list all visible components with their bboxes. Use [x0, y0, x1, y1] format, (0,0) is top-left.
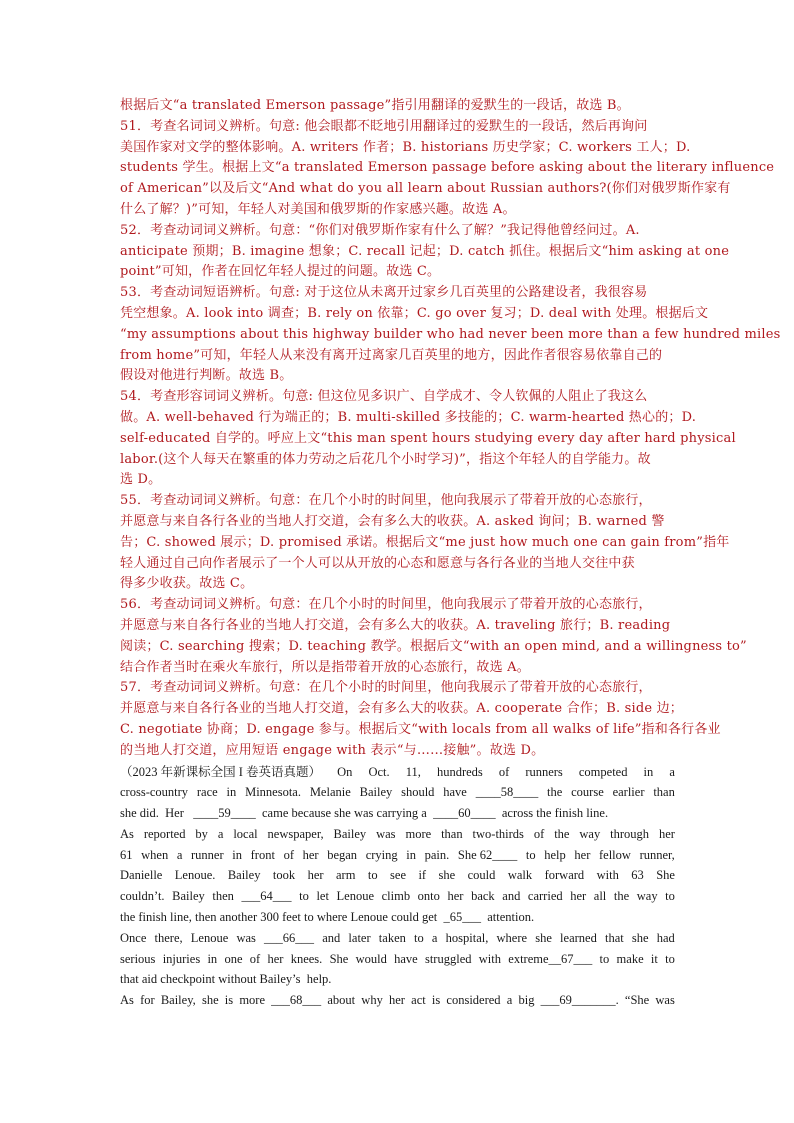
- text-line: [120, 949, 675, 970]
- text-line: [120, 158, 775, 179]
- text-segment: 51．考查名词词义辨析。句意: 他会眼都不眨地引用翻译过的爱默生的一段话，然后再询问: [120, 118, 648, 134]
- text-line: [120, 242, 730, 263]
- text-line: [120, 595, 675, 616]
- text-segment: of: [283, 847, 294, 862]
- text-segment: C. negotiate 协商；D. engage 参与。根据后文“with locals from all walks of life”指和各行各业: [120, 721, 721, 737]
- text-segment: the: [547, 785, 563, 800]
- text-segment: ___66___: [264, 930, 315, 945]
- text-segment: why: [361, 993, 383, 1008]
- text-segment: arm: [335, 868, 356, 883]
- text-segment: 61: [120, 847, 133, 862]
- text-segment: could: [467, 868, 496, 883]
- text-line: [120, 782, 675, 803]
- text-segment: in: [643, 764, 654, 779]
- text-segment: is: [431, 993, 441, 1008]
- text-segment: of: [498, 764, 510, 779]
- text-segment: race: [196, 785, 218, 800]
- text-segment: couldn’t.: [120, 889, 165, 904]
- text-segment: crying: [365, 847, 398, 862]
- text-segment: she did. Her ____59____ came because she was carrying a ____60____ across the finish line.: [120, 806, 609, 821]
- text-line: [120, 179, 731, 200]
- text-segment: Lenoue: [336, 889, 375, 904]
- text-segment: She 62____: [457, 847, 518, 862]
- text-segment: her: [570, 889, 587, 904]
- text-segment: earlier: [612, 785, 645, 800]
- text-segment: have: [443, 785, 467, 800]
- text-segment: ____58____: [475, 785, 539, 800]
- text-segment: was: [376, 826, 396, 841]
- text-segment: and: [322, 930, 341, 945]
- text-segment: of: [249, 951, 261, 966]
- text-segment: was: [655, 993, 675, 1008]
- text-segment: She: [329, 951, 349, 966]
- text-segment: to: [665, 889, 675, 904]
- text-segment: 的当地人打交道，应用短语 engage with 表示“与……接触”。故选 D。: [120, 742, 545, 758]
- text-segment: 根据后文“a translated Emerson passage”指引用翻译的爱默生的一段话，故选 B。: [120, 98, 630, 113]
- text-line: [120, 865, 675, 886]
- text-segment: in: [232, 847, 242, 862]
- text-segment: a: [431, 930, 438, 945]
- text-line: [120, 450, 675, 471]
- text-segment: “She: [624, 993, 650, 1008]
- text-line: [120, 470, 675, 491]
- text-segment: runners: [525, 764, 563, 779]
- text-segment: let: [316, 889, 329, 904]
- text-segment: her: [307, 868, 324, 883]
- text-segment: labor.(这个人每天在繁重的体力劳动之后花几个小时学习)”，指这个年轻人的自学能力。故: [120, 451, 651, 467]
- document-body: [120, 96, 781, 1011]
- text-segment: make: [616, 951, 644, 966]
- text-segment: pain.: [424, 847, 450, 862]
- text-segment: Minnesota.: [245, 785, 301, 800]
- text-segment: runner,: [639, 847, 675, 862]
- text-segment: with: [478, 951, 501, 966]
- text-segment: to: [665, 951, 675, 966]
- text-segment: local: [233, 826, 258, 841]
- text-segment: to: [599, 951, 610, 966]
- text-line: [120, 387, 675, 408]
- text-segment: 阅读；C. searching 搜索；D. teaching 教学。根据后文“with an open mind, and a willingness to”: [120, 638, 747, 654]
- text-segment: competed: [578, 764, 628, 779]
- text-segment: 并愿意与来自各行各业的当地人打交道，会有多么大的收获。A. asked 询问；B. warned 警: [120, 513, 665, 529]
- text-segment: extreme__67___: [508, 951, 593, 966]
- text-line: [120, 346, 675, 367]
- text-line: [120, 824, 675, 845]
- text-segment: to: [367, 868, 378, 883]
- text-segment: 52．考查动词词义辨析。句意：“你们对俄罗斯作家有什么了解？”我记得他曾经问过。A.: [120, 222, 640, 238]
- text-segment: back: [471, 889, 495, 904]
- text-line: [120, 408, 697, 429]
- text-segment: injuries: [162, 951, 201, 966]
- text-segment: 55．考查动词词义辨析。句意：在几个小时的时间里，他向我展示了带着开放的心态旅行，: [120, 493, 652, 509]
- text-segment: taken: [378, 930, 406, 945]
- text-segment: serious: [120, 951, 156, 966]
- text-segment: more: [405, 826, 432, 841]
- text-segment: considered: [446, 993, 501, 1008]
- text-segment: anticipate 预期；B. imagine 想象；C. recall 记起；D. catch 抓住。根据后文“him asking at one: [120, 243, 730, 259]
- text-segment: 告；C. showed 展示；D. promised 承诺。根据后文“me just how much one can gain from”指年: [120, 534, 730, 550]
- text-line: [120, 699, 684, 720]
- text-segment: in: [226, 785, 237, 800]
- text-segment: she: [201, 993, 219, 1008]
- text-line: [120, 658, 675, 679]
- text-segment: should: [401, 785, 435, 800]
- text-segment: that aid checkpoint without Bailey’s help.: [120, 972, 332, 987]
- text-segment: forward: [544, 868, 585, 883]
- text-segment: 轻人通过自己向作者展示了一个人可以从开放的心态和愿意与各行各业的当地人交往中获: [120, 555, 635, 571]
- text-segment: Oct.: [368, 764, 390, 779]
- text-segment: the: [554, 826, 570, 841]
- text-line: [120, 366, 675, 387]
- text-segment: 假设对他进行判断。故选 B。: [120, 368, 293, 384]
- text-segment: with: [596, 868, 619, 883]
- text-segment: ___68___: [271, 993, 322, 1008]
- text-segment: cross-country: [120, 785, 189, 800]
- text-segment: As: [120, 993, 134, 1008]
- text-line: [120, 554, 675, 575]
- text-segment: had: [656, 930, 675, 945]
- text-line: [120, 262, 675, 283]
- text-segment: 做。A. well-behaved 行为端正的；B. multi-skilled 多技能的；C. warm-hearted 热心的；D.: [120, 409, 697, 425]
- text-line: [120, 678, 675, 699]
- text-line: [120, 283, 675, 304]
- text-segment: front: [250, 847, 275, 862]
- text-segment: was: [236, 930, 256, 945]
- text-line: [120, 886, 675, 907]
- text-segment: self-educated 自学的。呼应上文“this man spent hours studying every day after hard physical: [120, 430, 736, 446]
- text-segment: As: [120, 826, 134, 841]
- text-segment: 56．考查动词词义辨析。句意：在几个小时的时间里，他向我展示了带着开放的心态旅行，: [120, 597, 652, 613]
- text-segment: of: [533, 826, 545, 841]
- text-line: [120, 969, 675, 990]
- text-line: [120, 845, 675, 866]
- text-segment: the finish line, then another 300 feet to where Lenoue could get _65___ attention.: [120, 910, 535, 925]
- text-segment: Bailey: [227, 868, 261, 883]
- text-segment: than: [653, 785, 675, 800]
- text-segment: through: [610, 826, 650, 841]
- text-segment: 什么了解？)”可知，年轻人对美国和俄罗斯的作家感兴趣。故选 A。: [120, 201, 516, 217]
- text-segment: than: [441, 826, 463, 841]
- text-segment: a: [669, 764, 675, 779]
- text-segment: “my assumptions about this highway builder who had never been more than a few hundred miles: [120, 326, 781, 342]
- text-segment: her: [658, 826, 675, 841]
- text-segment: for: [140, 993, 155, 1008]
- text-segment: act: [411, 993, 426, 1008]
- text-segment: a: [506, 993, 513, 1008]
- text-segment: learned: [560, 930, 597, 945]
- text-segment: students 学生。根据上文“a translated Emerson passage before asking about the literary influence: [120, 160, 775, 176]
- text-line: [120, 429, 736, 450]
- text-segment: that: [604, 930, 624, 945]
- text-segment: a: [217, 826, 224, 841]
- text-segment: more: [239, 993, 265, 1008]
- text-segment: where: [496, 930, 528, 945]
- text-segment: of American”以及后文“And what do you all learn about Russian authors?(你们对俄罗斯作家有: [120, 181, 731, 197]
- text-segment: if: [418, 868, 427, 883]
- text-line: [120, 762, 675, 783]
- text-line: [120, 803, 675, 824]
- text-segment: in: [406, 847, 416, 862]
- text-line: [120, 512, 675, 533]
- text-segment: knees.: [290, 951, 323, 966]
- text-segment: to: [414, 930, 424, 945]
- text-segment: course: [571, 785, 604, 800]
- text-segment: Bailey: [359, 785, 393, 800]
- text-segment: in: [207, 951, 218, 966]
- text-segment: 选 D。: [120, 472, 162, 488]
- text-segment: Melanie: [309, 785, 351, 800]
- text-segment: 53．考查动词短语辨析。句意: 对于这位从未离开过家乡几百英里的公路建设者，我很容易: [120, 285, 648, 301]
- text-segment: a: [176, 847, 183, 862]
- text-segment: hundreds: [436, 764, 483, 779]
- text-segment: to: [299, 889, 309, 904]
- text-segment: hospital,: [445, 930, 489, 945]
- text-line: [120, 637, 747, 658]
- text-segment: Lenoue: [190, 930, 229, 945]
- text-segment: ___64___: [241, 889, 292, 904]
- text-segment: reported: [143, 826, 186, 841]
- text-segment: fellow: [599, 847, 631, 862]
- text-segment: 得多少收获。故选 C。: [120, 576, 254, 592]
- text-segment: Bailey: [172, 889, 205, 904]
- text-segment: 美国作家对文学的整体影响。A. writers 作者；B. historians 历史学家；C. workers 工人；D.: [120, 139, 691, 155]
- text-segment: her: [574, 847, 591, 862]
- text-segment: later: [348, 930, 371, 945]
- text-segment: 结合作者当时在乘火车旅行，所以是指带着开放的心态旅行，故选 A。: [120, 659, 530, 675]
- text-segment: the: [613, 889, 630, 904]
- text-line: [120, 200, 675, 221]
- text-segment: one: [224, 951, 243, 966]
- text-segment: 63: [631, 868, 644, 883]
- text-line: [120, 928, 675, 949]
- text-segment: 54．考查形容词词义辨析。句意: 但这位见多识广、自学成才、令人钦佩的人阻止了我这么: [120, 389, 648, 405]
- text-segment: 凭空想象。A. look into 调查；B. rely on 依靠；C. go over 复习；D. deal with 处理。根据后文: [120, 305, 709, 321]
- text-segment: when: [141, 847, 169, 862]
- text-line: [120, 491, 675, 512]
- text-segment: struggled: [424, 951, 472, 966]
- text-segment: point”可知，作者在回忆年轻人提过的问题。故选 C。: [120, 264, 441, 280]
- text-segment: from home”可知，年轻人从来没有离开过离家几百英里的地方，因此作者很容易依靠自己的: [120, 347, 663, 363]
- text-segment: to: [525, 847, 536, 862]
- text-line: [120, 96, 675, 117]
- text-line: [120, 304, 709, 325]
- text-line: [120, 741, 675, 762]
- text-segment: began: [327, 847, 358, 862]
- text-segment: help: [544, 847, 566, 862]
- text-segment: see: [390, 868, 406, 883]
- text-segment: way: [636, 889, 658, 904]
- text-segment: climb: [381, 889, 411, 904]
- text-line: [120, 574, 675, 595]
- text-line: [120, 990, 675, 1011]
- text-segment: Bailey: [333, 826, 367, 841]
- text-segment: way: [579, 826, 601, 841]
- text-segment: Once: [120, 930, 147, 945]
- text-segment: carried: [527, 889, 563, 904]
- text-segment: Bailey,: [160, 993, 196, 1008]
- text-segment: would: [355, 951, 387, 966]
- text-segment: her: [447, 889, 464, 904]
- text-line: [120, 117, 675, 138]
- text-segment: Danielle: [120, 868, 163, 883]
- text-segment: Lenoue.: [174, 868, 216, 883]
- text-segment: her: [302, 847, 319, 862]
- text-line: [120, 533, 730, 554]
- text-segment: ___69_______.: [540, 993, 619, 1008]
- text-segment: is: [224, 993, 234, 1008]
- text-line: [120, 616, 675, 637]
- text-segment: about: [327, 993, 356, 1008]
- text-segment: 并愿意与来自各行各业的当地人打交道，会有多么大的收获。A. cooperate 合作；B. side 边；: [120, 701, 684, 717]
- text-segment: by: [195, 826, 208, 841]
- text-segment: onto: [417, 889, 440, 904]
- text-line: [120, 720, 721, 741]
- text-segment: （2023 年新课标全国 I 卷英语真题）: [120, 764, 322, 779]
- text-segment: all: [593, 889, 607, 904]
- text-segment: there,: [154, 930, 183, 945]
- text-segment: newspaper,: [267, 826, 324, 841]
- text-segment: she: [535, 930, 552, 945]
- text-segment: 57．考查动词词义辨析。句意：在几个小时的时间里，他向我展示了带着开放的心态旅行，: [120, 680, 652, 696]
- text-segment: 并愿意与来自各行各业的当地人打交道，会有多么大的收获。A. traveling 旅行；B. reading: [120, 617, 671, 633]
- text-segment: she: [438, 868, 456, 883]
- text-line: [120, 907, 675, 928]
- text-segment: She: [656, 868, 675, 883]
- text-segment: took: [272, 868, 296, 883]
- text-segment: walk: [507, 868, 533, 883]
- text-segment: have: [394, 951, 418, 966]
- text-segment: big: [518, 993, 535, 1008]
- text-segment: her: [389, 993, 405, 1008]
- text-segment: then: [212, 889, 234, 904]
- text-segment: 11,: [405, 764, 421, 779]
- text-segment: and: [502, 889, 521, 904]
- text-line: [120, 138, 691, 159]
- text-segment: she: [631, 930, 649, 945]
- text-segment: On: [337, 764, 353, 779]
- text-line: [120, 221, 675, 242]
- text-segment: runner: [191, 847, 224, 862]
- text-line: [120, 325, 781, 346]
- text-segment: two-thirds: [472, 826, 524, 841]
- text-segment: it: [650, 951, 658, 966]
- text-segment: her: [267, 951, 284, 966]
